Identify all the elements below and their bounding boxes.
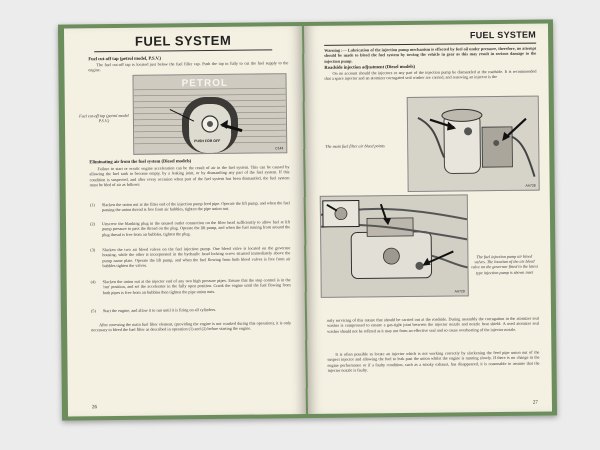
section-heading-cutoff-tap: Fuel cut-off tap (petrol model, P.S.V.) [88, 55, 162, 62]
injection-pump-illustration [321, 195, 468, 297]
step-number: (1) [89, 202, 95, 208]
step-text: Unscrew the blanking plug in the unused outlet connection on the filter head sufficiently to allow fuel at lift pump pressure to pass the thread on the plug. Operate the lift pump, and when the fuel issuing from around the plug thread is free from air bubbles, tighten the plug. [102, 219, 291, 237]
step-number: (5) [90, 308, 96, 314]
bleed-step-3 [90, 245, 290, 268]
body-text-injector-check: It is often possible to locate an injector which is not working correctly by slackening the feed pipe union nut of the suspect injector and allowing the fuel to leak past the union whilst the engine is running slowly. If there is no change in the engine performance or if a faulty condition, such as a smoky exhaust, has disappeared, it is reasonable to assume that the injector nozzle is faulty. [327, 349, 540, 373]
section-heading-bleeding: Eliminating air from the fuel system (Diesel models) [89, 158, 192, 165]
section-text-roadside: On no account should the injectors or any part of the injection pump be dismantled at the roadside. It is recommended that a spare injector and an atomizer corrugated seal washer are carried, and renewing an injector is the [324, 68, 537, 82]
fuel-tap-photo [132, 73, 287, 155]
bleed-step-2 [90, 219, 290, 237]
injection-pump-photo [320, 194, 469, 298]
step-text: Slacken the union nut at the filter end of the injection pump feed pipe. Operate the lift pump, and when the fuel passing the union thread is free from air bubbles, tighten the pipe union nut. [101, 200, 290, 213]
warning-text: Warning :— Lubrication of the injection pump mechanism is effected by fuel oil under pressure, therefore, no attempt should be made to bleed the fuel system by towing the vehicle in gear as this may result in serious damage to the injection pump. [324, 45, 537, 64]
section-text-bleeding: Failure to start or erratic engine acceleration can be the result of air in the fuel system. This can be caused by allowing the fuel tank to become empty, by a leaking joint, or by dismantling any part of the fuel system. If this condition is suspected, and after every occasion when part of the fuel system has been dismantled, the fuel system must be bled of air as follows: [89, 164, 290, 188]
bleed-step-5 [91, 306, 291, 313]
title-rule [94, 49, 272, 52]
section-heading-roadside: Roadside injection adjustment (Diesel models) [324, 63, 416, 70]
section-text-cutoff-tap: The fuel cut-off tap is located just below the fuel filler cap. Push the tap in fully to cut the fuel supply to the engine. [88, 60, 289, 73]
photo-code: C144 [275, 146, 284, 151]
page-number-left: 26 [91, 405, 97, 411]
fuel-filter-illustration [408, 97, 539, 191]
photo-code: AA720 [454, 289, 465, 294]
fuel-filter-photo [407, 96, 540, 192]
page-number-right: 27 [532, 400, 538, 406]
left-page [64, 26, 306, 416]
bleed-step-4 [91, 277, 291, 295]
tap-text: PUSH FOR OFF [194, 138, 221, 144]
petrol-label: PETROL [181, 77, 229, 90]
bleed-step-1 [90, 200, 290, 213]
body-text-continued: only servicing of this nature that should be carried out at the roadside. During assembly the corrugation in the atomizer seal washer is compressed to ensure a gas-tight joint between the injector nozzle and nozzle heat shield. A used atomizer seal washer should not be refitted as it may not form an effective seal and so cause overheating of the injector nozzle. [327, 315, 540, 334]
right-page [304, 23, 552, 414]
photo-caption-pump: The fuel injection pump air bleed valves. The location of the air bleed valve on the governor fitted to the latest type injection pump is shown inset [471, 253, 538, 275]
photo-caption-cutoff-tap: Fuel cut-off tap (petrol model P.S.V.) [79, 112, 129, 124]
open-manual [58, 19, 557, 420]
photo-caption-filter: The main fuel filter air bleed points [325, 143, 385, 149]
closing-text: After renewing the main fuel filter element, (providing the engine is not cranked during this operation), it is only necessary to bleed the fuel filter as described in operation (1) and (2) before starting the engine. [91, 320, 292, 333]
page-title-right: FUEL SYSTEM [469, 29, 537, 41]
step-number: (2) [90, 221, 95, 227]
photo-code: AA728 [525, 183, 536, 188]
step-text: Slacken the two air bleed valves on the fuel injection pump. One bleed valve is located on the governor housing, while the other is incorporated in the hydraulic head locking screw situated immediately above the pump name plate. Operate the lift pump, and when the fuel flowing from both bleed valves is free from air bubbles tighten the valves. [102, 245, 291, 269]
step-number: (3) [90, 247, 96, 253]
page-title-left: FUEL SYSTEM [134, 32, 232, 49]
step-text: Slacken the union nut at the injector end of any two high pressure pipes. Ensure that the stop control is in the 'run' position, and set the accelerator in the fully open position. Crank the engine until the fuel flowing from both pipes is free from air bubbles then tighten the pipe union nuts. [102, 277, 291, 295]
step-number: (4) [90, 279, 96, 285]
step-text: Start the engine, and allow it to run until it is firing on all cylinders. [102, 306, 217, 314]
